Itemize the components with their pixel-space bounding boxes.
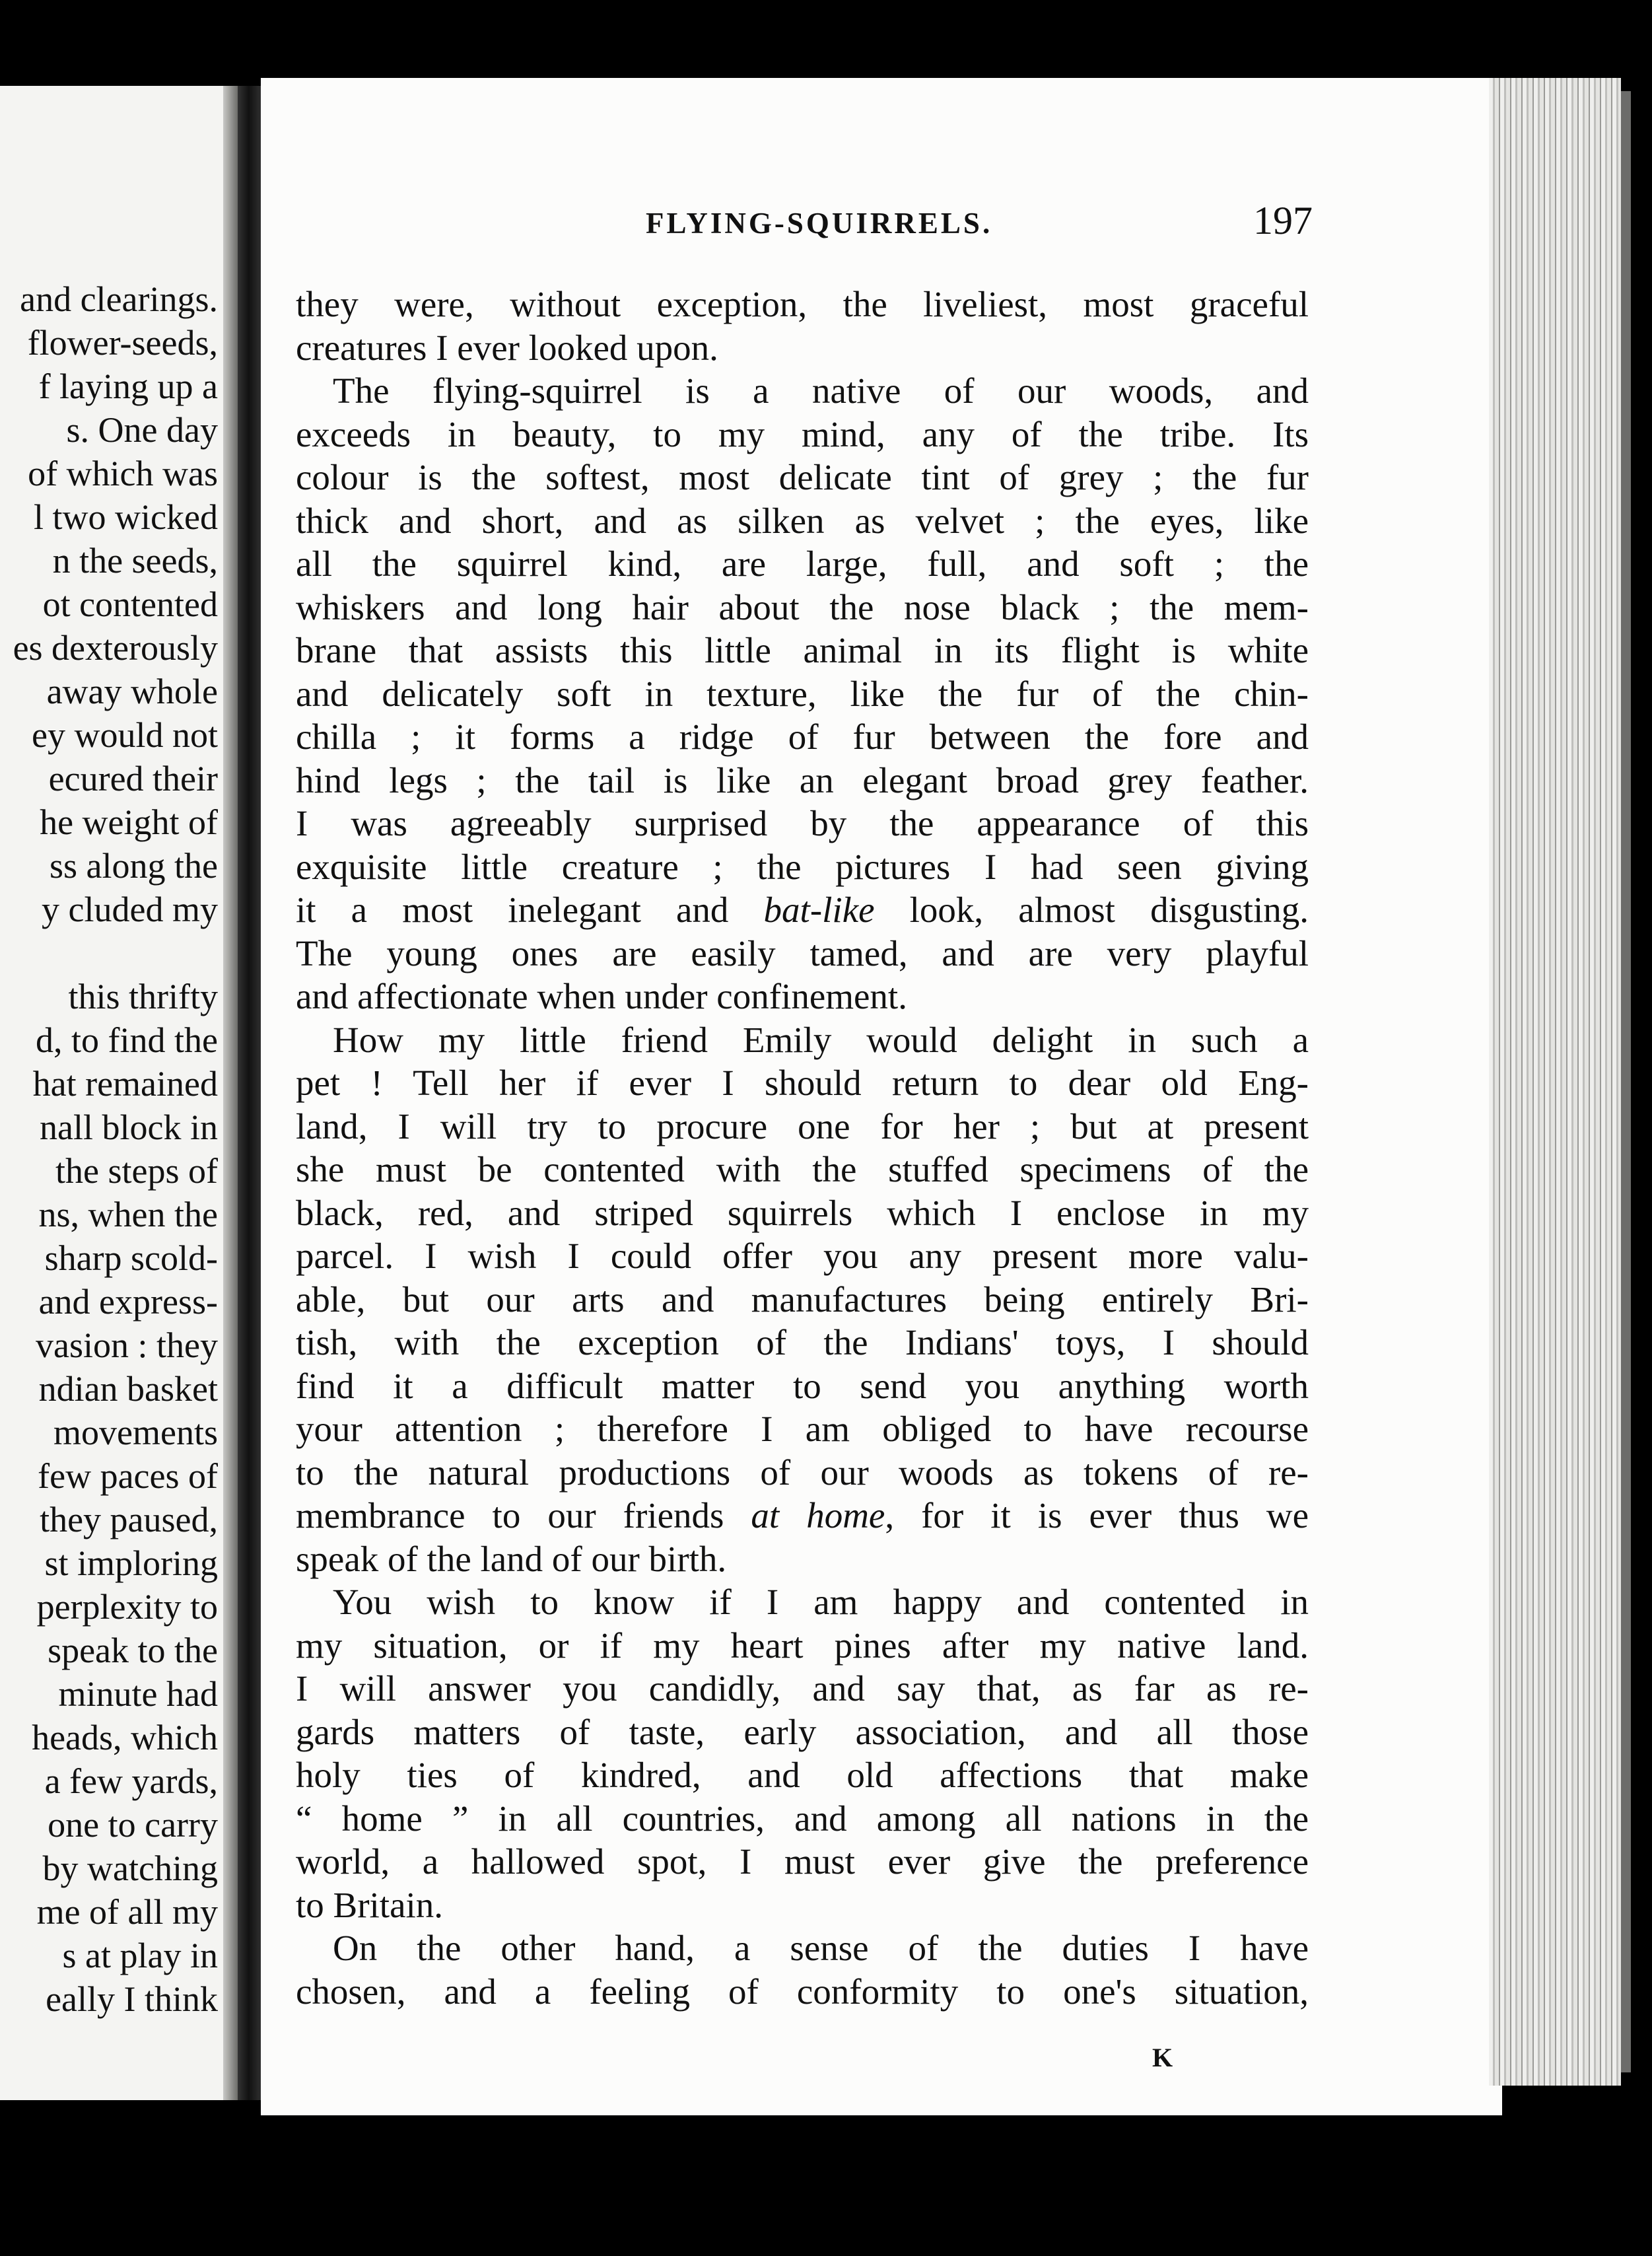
text-line: my situation, or if my heart pines after my native land. bbox=[296, 1625, 1309, 1666]
text-line: they were, without exception, the liveliest, most graceful bbox=[296, 284, 1309, 324]
text-line: The young ones are easily tamed, and are very playful bbox=[296, 933, 1309, 973]
facing-page-line: hat remained bbox=[32, 1064, 218, 1104]
page-edges bbox=[1489, 78, 1621, 2086]
facing-page-line: minute had bbox=[58, 1674, 218, 1714]
text-line: parcel. I wish I could offer you any present more valu- bbox=[296, 1236, 1309, 1276]
text-line: to the natural productions of our woods as tokens of re- bbox=[296, 1452, 1309, 1493]
facing-page-line: flower-seeds, bbox=[27, 323, 218, 363]
facing-page-line: speak to the bbox=[48, 1631, 218, 1670]
facing-page-line: sharp scold- bbox=[44, 1238, 218, 1278]
facing-page-line: ey would not bbox=[32, 715, 218, 755]
text-line: and delicately soft in texture, like the fur of the chin- bbox=[296, 673, 1309, 714]
text-line: find it a difficult matter to send you anything worth bbox=[296, 1365, 1309, 1406]
facing-page-line: vasion : they bbox=[36, 1325, 218, 1365]
facing-page-line: eally I think bbox=[46, 1979, 218, 2019]
text-line bbox=[296, 888, 1309, 932]
facing-page-line: n the seeds, bbox=[52, 541, 218, 581]
text-line: On the other hand, a sense of the duties I have bbox=[333, 1928, 1309, 1968]
signature-mark: K bbox=[1152, 2043, 1173, 2072]
facing-page-line: by watching bbox=[42, 1849, 218, 1888]
text-line: all the squirrel kind, are large, full, and soft ; the bbox=[296, 544, 1309, 584]
text-line: exceeds in beauty, to my mind, any of the tribe. Its bbox=[296, 413, 1309, 454]
text-segment: it a most inelegant and bbox=[296, 890, 764, 930]
text-segment: look, almost disgusting. bbox=[874, 890, 1309, 930]
facing-page-line: of which was bbox=[28, 454, 218, 493]
facing-page-line: st imploring bbox=[44, 1543, 218, 1583]
facing-page-line: me of all my bbox=[36, 1892, 218, 1932]
text-line: tish, with the exception of the Indians' toys, I should bbox=[296, 1322, 1309, 1362]
facing-page-line: ecured their bbox=[48, 759, 218, 798]
text-line: I was agreeably surprised by the appearance of this bbox=[296, 803, 1309, 843]
facing-page-line: a few yards, bbox=[44, 1761, 218, 1801]
facing-page-line: this thrifty bbox=[68, 977, 218, 1016]
facing-page-line: nall block in bbox=[40, 1108, 218, 1147]
italic-phrase: at home bbox=[751, 1495, 885, 1535]
text-line: pet ! Tell her if ever I should return to dear old Eng- bbox=[296, 1063, 1309, 1103]
text-line: speak of the land of our birth. bbox=[296, 1538, 727, 1579]
text-line: exquisite little creature ; the pictures I had seen giving bbox=[296, 846, 1309, 887]
text-line: your attention ; therefore I am obliged to have recourse bbox=[296, 1409, 1309, 1449]
facing-page-line: ot contented bbox=[42, 584, 218, 624]
text-line: land, I will try to procure one for her ; but at present bbox=[296, 1106, 1309, 1146]
facing-page-text bbox=[0, 277, 218, 2021]
facing-page-line: l two wicked bbox=[34, 497, 218, 537]
facing-page-line: one to carry bbox=[48, 1805, 218, 1845]
text-line bbox=[296, 1494, 1309, 1537]
text-line: You wish to know if I am happy and contented in bbox=[333, 1582, 1309, 1622]
facing-page-line: few paces of bbox=[38, 1456, 218, 1496]
text-segment: , for it is ever thus we bbox=[885, 1495, 1309, 1535]
text-line: brane that assists this little animal in its flight is white bbox=[296, 630, 1309, 670]
facing-page-line: the steps of bbox=[55, 1151, 218, 1191]
text-line: and affectionate when under confinement. bbox=[296, 976, 907, 1016]
facing-page-line: ndian basket bbox=[38, 1369, 218, 1409]
text-line: world, a hallowed spot, I must ever give the preference bbox=[296, 1841, 1309, 1882]
facing-page-left bbox=[0, 86, 238, 2100]
facing-page-line: they paused, bbox=[40, 1500, 218, 1539]
text-line: whiskers and long hair about the nose black ; the mem- bbox=[296, 586, 1309, 627]
gutter-shadow bbox=[223, 86, 238, 2100]
facing-page-line bbox=[0, 931, 218, 975]
text-line: gards matters of taste, early association, and all those bbox=[296, 1711, 1309, 1752]
body-text bbox=[296, 283, 1309, 2013]
text-line: chilla ; it forms a ridge of fur between the fore and bbox=[296, 717, 1309, 757]
facing-page-line: ns, when the bbox=[38, 1195, 218, 1234]
running-head: FLYING-SQUIRRELS. bbox=[646, 207, 993, 240]
text-line: thick and short, and as silken as velvet ; the eyes, like bbox=[296, 500, 1309, 541]
facing-page-line: movements bbox=[53, 1413, 218, 1452]
text-line: she must be contented with the stuffed specimens of the bbox=[296, 1149, 1309, 1189]
facing-page-line: es dexterously bbox=[13, 628, 218, 668]
text-line: able, but our arts and manufactures being entirely Bri- bbox=[296, 1279, 1309, 1320]
facing-page-line: d, to find the bbox=[36, 1020, 218, 1060]
text-line: How my little friend Emily would delight in such a bbox=[333, 1019, 1309, 1060]
facing-page-line: and clearings. bbox=[20, 279, 218, 319]
text-line: The flying-squirrel is a native of our woods, and bbox=[333, 370, 1309, 411]
text-line: hind legs ; the tail is like an elegant broad grey feather. bbox=[296, 759, 1309, 800]
facing-page-line: he weight of bbox=[40, 802, 218, 842]
text-line: I will answer you candidly, and say that, as far as re- bbox=[296, 1668, 1309, 1709]
facing-page-line: s. One day bbox=[66, 410, 218, 450]
text-line: holy ties of kindred, and old affections that make bbox=[296, 1755, 1309, 1795]
text-segment: membrance to our friends bbox=[296, 1495, 751, 1535]
text-line: creatures I ever looked upon. bbox=[296, 327, 718, 368]
facing-page-line: and express- bbox=[38, 1282, 218, 1322]
facing-page-line: perplexity to bbox=[36, 1587, 218, 1627]
facing-page-line: away whole bbox=[46, 672, 218, 711]
text-line: chosen, and a feeling of conformity to one's situation, bbox=[296, 1971, 1309, 2012]
facing-page-line: f laying up a bbox=[38, 367, 218, 406]
facing-page-line: ss along the bbox=[50, 846, 218, 886]
text-line: “ home ” in all countries, and among all nations in the bbox=[296, 1798, 1309, 1839]
text-line: colour is the softest, most delicate tint of grey ; the fur bbox=[296, 457, 1309, 497]
text-line: black, red, and striped squirrels which I enclose in my bbox=[296, 1192, 1309, 1233]
facing-page-line: s at play in bbox=[62, 1936, 218, 1975]
text-line: to Britain. bbox=[296, 1884, 444, 1925]
facing-page-line: y cluded my bbox=[42, 890, 218, 929]
facing-page-line: heads, which bbox=[32, 1718, 218, 1757]
page-number: 197 bbox=[1253, 199, 1313, 242]
italic-phrase: bat-like bbox=[763, 890, 875, 930]
